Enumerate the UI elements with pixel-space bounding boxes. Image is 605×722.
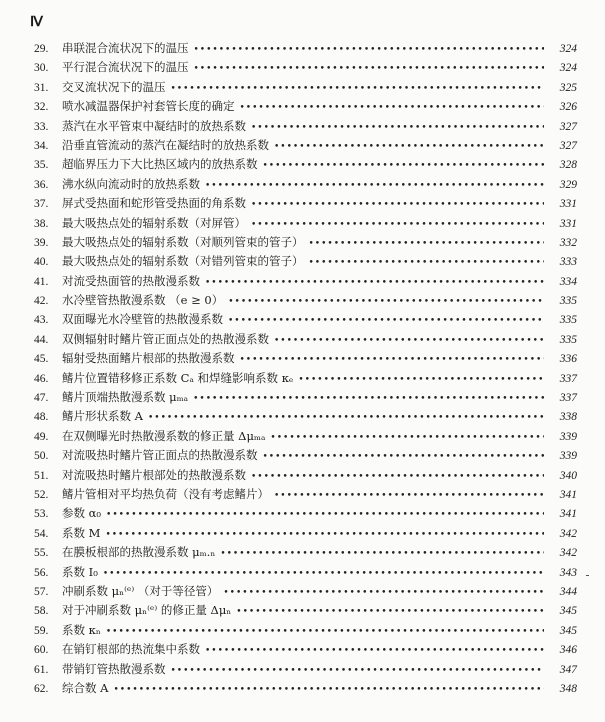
toc-entry: [0, 331, 605, 350]
toc-entry: [0, 253, 605, 272]
entry-title: 对流受热面管的热散漫系数: [62, 273, 200, 288]
entry-number: 49.: [34, 430, 49, 443]
entry-page: 337: [559, 372, 577, 385]
toc-entry: [0, 59, 605, 78]
entry-title: 最大吸热点处的辐射系数（对屏管）: [62, 215, 246, 230]
entry-number: 29.: [34, 43, 49, 55]
entry-title: 蒸汽在水平管束中凝结时的放热系数: [62, 118, 246, 133]
dot-leader: [223, 588, 544, 598]
entry-number: 51.: [34, 469, 49, 482]
entry-title: 对流吸热时鳍片管正面点的热散漫系数: [62, 448, 258, 463]
dot-leader: [251, 220, 544, 230]
dot-leader: [171, 84, 545, 94]
toc-entry: [0, 292, 605, 311]
entry-title: 交叉流状况下的温压: [62, 79, 166, 94]
entry-number: 44.: [34, 333, 49, 346]
toc-entry: [0, 389, 605, 408]
entry-number: 39.: [34, 236, 49, 249]
entry-number: 31.: [34, 81, 49, 94]
entry-number: 46.: [34, 372, 49, 385]
dot-leader: [309, 239, 545, 249]
entry-page: 341: [559, 488, 577, 501]
entry-title: 水冷壁管热散漫系数 （e ≥ 0）: [62, 293, 224, 308]
toc-entry: [0, 544, 605, 563]
toc-entry: [0, 486, 605, 505]
entry-number: 30.: [34, 62, 49, 75]
entry-title: 在销钉根部的热流集中系数: [62, 642, 200, 657]
toc-entry: [0, 176, 605, 195]
entry-number: 33.: [34, 120, 49, 133]
toc-entry: [0, 467, 605, 486]
table-of-contents: [0, 40, 605, 699]
dot-leader: [205, 646, 544, 656]
entry-number: 50.: [34, 450, 49, 463]
toc-entry: [0, 79, 605, 98]
entry-page: 340: [559, 469, 577, 482]
toc-entry: [0, 156, 605, 175]
entry-page: 331: [559, 217, 577, 230]
dot-leader: [205, 181, 544, 191]
entry-title: 对于冲刷系数 μₙ⁽ᵉ⁾ 的修正量 Δμₙ: [62, 603, 232, 618]
entry-number: 36.: [34, 178, 49, 191]
entry-page: 328: [559, 159, 577, 172]
entry-number: 42.: [34, 295, 49, 308]
entry-page: 346: [559, 644, 577, 657]
toc-entry: [0, 505, 605, 524]
entry-number: 34.: [34, 139, 49, 152]
toc-entry: [0, 273, 605, 292]
print-speck: [586, 575, 589, 576]
entry-title: 最大吸热点处的辐射系数（对顺列管束的管子）: [62, 234, 304, 249]
entry-title: 鳍片形状系数 A: [62, 409, 143, 424]
entry-page: 324: [559, 43, 577, 55]
entry-title: 系数 I₀: [62, 564, 98, 579]
toc-entry: [0, 137, 605, 156]
entry-number: 54.: [34, 527, 49, 540]
entry-page: 336: [559, 353, 577, 366]
dot-leader: [236, 607, 544, 617]
dot-leader: [106, 510, 544, 520]
dot-leader: [228, 316, 544, 326]
entry-number: 47.: [34, 392, 49, 405]
entry-number: 52.: [34, 488, 49, 501]
dot-leader: [263, 452, 545, 462]
entry-number: 57.: [34, 585, 49, 598]
entry-number: 59.: [34, 624, 49, 637]
entry-number: 56.: [34, 566, 49, 579]
dot-leader: [113, 685, 544, 695]
entry-title: 平行混合流状况下的温压: [62, 60, 189, 75]
toc-entry: [0, 583, 605, 602]
entry-title: 喷水减温器保护衬套管长度的确定: [62, 99, 235, 114]
entry-title: 辐射受热面鳍片根部的热散漫系数: [62, 351, 235, 366]
dot-leader: [103, 569, 544, 579]
toc-entry: [0, 641, 605, 660]
entry-page: 335: [559, 333, 577, 346]
entry-number: 61.: [34, 663, 49, 676]
entry-number: 38.: [34, 217, 49, 230]
toc-entry: [0, 234, 605, 253]
entry-title: 超临界压力下大比热区域内的放热系数: [62, 157, 258, 172]
entry-number: 35.: [34, 159, 49, 172]
page-number: Ⅳ: [30, 15, 43, 30]
toc-entry: [0, 311, 605, 330]
entry-page: 331: [559, 198, 577, 211]
entry-page: 326: [559, 101, 577, 114]
dot-leader: [251, 200, 544, 210]
entry-number: 62.: [34, 682, 49, 695]
toc-entry: [0, 602, 605, 621]
toc-entry: [0, 370, 605, 389]
entry-page: 334: [559, 275, 577, 288]
dot-leader: [263, 161, 545, 171]
entry-title: 双侧辐射时鳍片管正面点处的热散漫系数: [62, 331, 269, 346]
dot-leader: [171, 666, 545, 676]
entry-page: 339: [559, 430, 577, 443]
dot-leader: [309, 258, 545, 268]
entry-number: 37.: [34, 198, 49, 211]
toc-entry: [0, 622, 605, 641]
dot-leader: [148, 413, 544, 423]
entry-title: 综合数 A: [62, 680, 109, 695]
entry-page: 342: [559, 527, 577, 540]
dot-leader: [194, 45, 545, 55]
entry-page: 344: [559, 585, 577, 598]
entry-page: 345: [559, 624, 577, 637]
entry-number: 60.: [34, 644, 49, 657]
entry-title: 沸水纵向流动时的放热系数: [62, 176, 200, 191]
dot-leader: [194, 64, 545, 74]
toc-entry: [0, 408, 605, 427]
toc-entry: [0, 564, 605, 583]
entry-page: 327: [559, 120, 577, 133]
entry-page: 347: [559, 663, 577, 676]
entry-page: 324: [559, 62, 577, 75]
dot-leader: [274, 336, 544, 346]
toc-entry: [0, 428, 605, 447]
dot-leader: [298, 375, 544, 385]
dot-leader: [251, 123, 544, 133]
entry-title: 双面曝光水冷壁管的热散漫系数: [62, 312, 223, 327]
dot-leader: [240, 103, 545, 113]
dot-leader: [105, 530, 544, 540]
entry-page: 343: [559, 566, 577, 579]
entry-number: 43.: [34, 314, 49, 327]
entry-page: 332: [559, 236, 577, 249]
toc-entry: [0, 350, 605, 369]
entry-title: 在双侧曝光时热散漫系数的修正量 Δμₘₐ: [62, 428, 266, 443]
dot-leader: [274, 142, 544, 152]
entry-number: 40.: [34, 256, 49, 269]
entry-title: 系数 M: [62, 525, 101, 540]
toc-entry: [0, 40, 605, 59]
entry-number: 55.: [34, 547, 49, 560]
entry-title: 对流吸热时鳍片根部处的热散漫系数: [62, 467, 246, 482]
toc-entry: [0, 98, 605, 117]
entry-title: 最大吸热点处的辐射系数（对错列管束的管子）: [62, 254, 304, 269]
entry-number: 53.: [34, 508, 49, 521]
entry-page: 341: [559, 508, 577, 521]
entry-number: 41.: [34, 275, 49, 288]
entry-title: 鳍片管相对平均热负荷（没有考虑鳍片）: [62, 486, 269, 501]
entry-title: 串联混合流状况下的温压: [62, 41, 189, 55]
dot-leader: [251, 472, 544, 482]
dot-leader: [205, 278, 544, 288]
entry-page: 325: [559, 81, 577, 94]
entry-title: 屏式受热面和蛇形管受热面的角系数: [62, 196, 246, 211]
entry-page: 348: [559, 682, 577, 695]
toc-entry: [0, 195, 605, 214]
entry-title: 沿垂直管流动的蒸汽在凝结时的放热系数: [62, 137, 269, 152]
entry-page: 333: [559, 256, 577, 269]
entry-page: 337: [559, 392, 577, 405]
dot-leader: [220, 549, 544, 559]
entry-page: 342: [559, 547, 577, 560]
entry-page: 338: [559, 411, 577, 424]
dot-leader: [228, 297, 544, 307]
toc-entry: [0, 680, 605, 699]
entry-title: 鳍片位置错移修正系数 Cₐ 和焊缝影响系数 κₑ: [62, 370, 294, 385]
dot-leader: [274, 491, 544, 501]
entry-page: 329: [559, 178, 577, 191]
toc-entry: [0, 661, 605, 680]
entry-page: 335: [559, 314, 577, 327]
entry-number: 45.: [34, 353, 49, 366]
toc-entry: [0, 215, 605, 234]
toc-entry: [0, 525, 605, 544]
dot-leader: [193, 394, 544, 404]
entry-title: 带销钉管热散漫系数: [62, 661, 166, 676]
toc-entry: [0, 447, 605, 466]
entry-title: 在膜板根部的热散漫系数 μₘ.ₙ: [62, 545, 216, 560]
entry-number: 32.: [34, 101, 49, 114]
entry-number: 58.: [34, 605, 49, 618]
entry-page: 335: [559, 295, 577, 308]
entry-title: 系数 κₙ: [62, 622, 101, 637]
dot-leader: [106, 627, 544, 637]
dot-leader: [240, 355, 545, 365]
dot-leader: [270, 433, 544, 443]
entry-page: 339: [559, 450, 577, 463]
entry-title: 参数 α₀: [62, 506, 102, 521]
entry-title: 鳍片顶端热散漫系数 μₘₐ: [62, 390, 189, 405]
toc-entry: [0, 118, 605, 137]
entry-page: 327: [559, 139, 577, 152]
entry-page: 345: [559, 605, 577, 618]
entry-title: 冲刷系数 μₙ⁽ᵉ⁾ （对于等径管）: [62, 583, 219, 598]
entry-number: 48.: [34, 411, 49, 424]
